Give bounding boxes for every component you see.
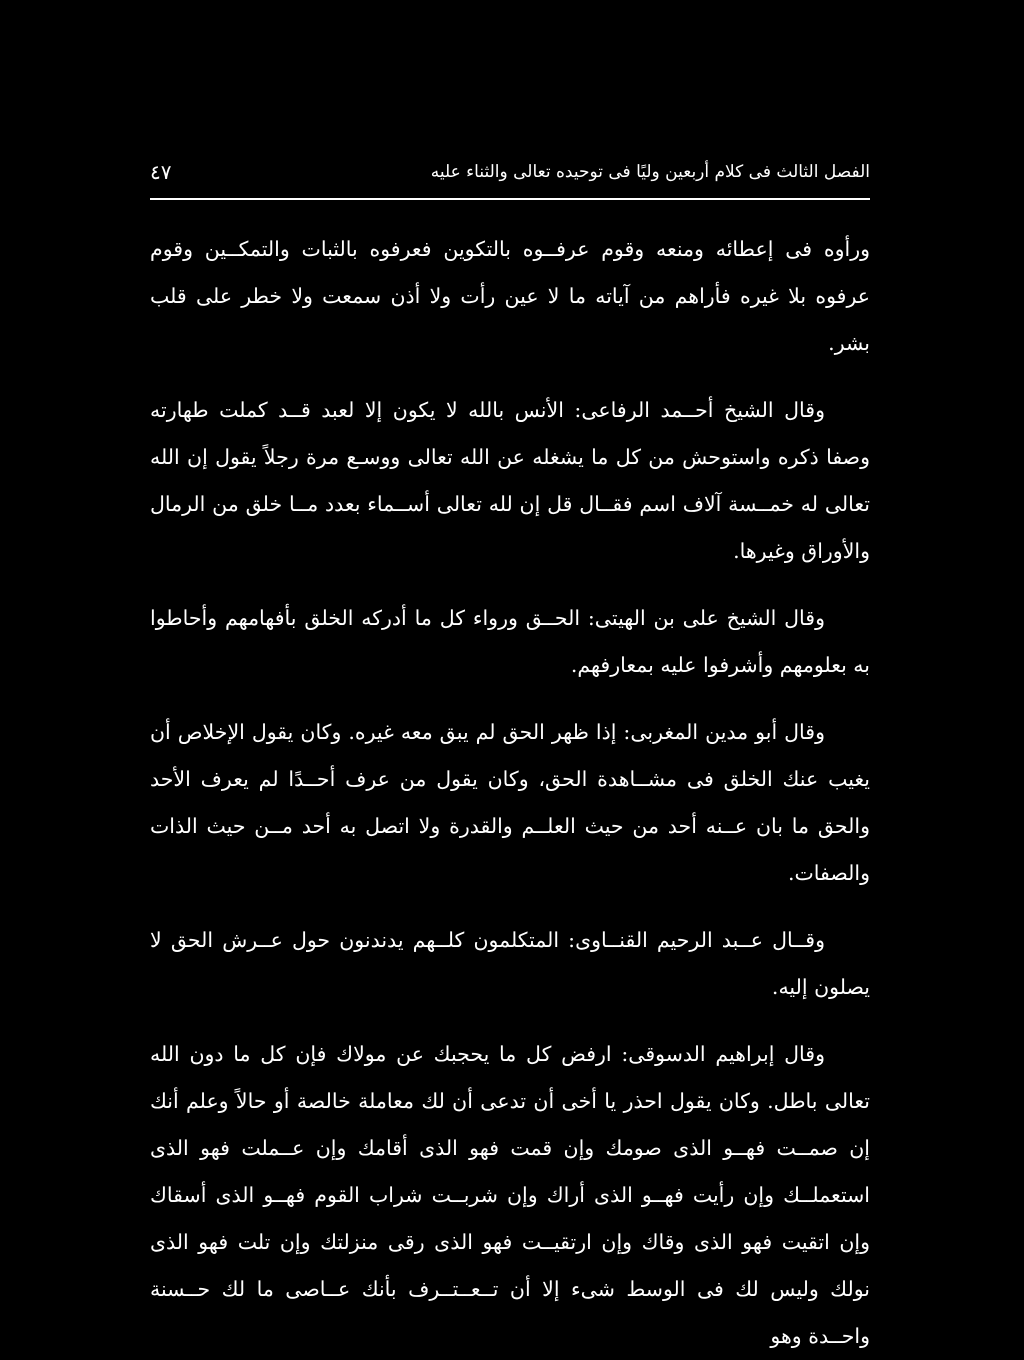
text-body [150,226,870,1360]
paragraph: وقال أبو مدين المغربى: إذا ظهر الحق لم يبق معه غيره. وكان يقول الإخلاص أن يغيب عنك الخلق فى مشــاهدة الحق، وكان يقول من عرف أحــدًا لم يعرف الأحد والحق ما بان عــنه أحد من حيث العلــم والقدرة ولا اتصل به أحد مــن حيث الذات والصفات. [150,720,870,885]
header-title: الفصل الثالث فى كلام أربعين وليًا فى توحيده تعالى والثناء عليه [430,162,870,182]
paragraph: وقال الشيخ على بن الهيتى: الحــق ورواء كل ما أدركه الخلق بأفهامهم وأحاطوا به بعلومهم وأشرفوا عليه بمعارفهم. [150,606,870,677]
paragraph: وقال إبراهيم الدسوقى: ارفض كل ما يحجبك عن مولاك فإن كل ما دون الله تعالى باطل. وكان يقول احذر يا أخى أن تدعى أن لك معاملة خالصة أو حالاً وعلم أنك إن صمــت فهــو الذى صومك وإن قمت فهو الذى أقامك وإن عــملت فهو الذى استعملــك وإن رأيت فهــو الذى أراك وإن شربــت شراب القوم فهــو الذى أسقاك وإن اتقيت فهو الذى وقاك وإن ارتقيــت فهو الذى رقى منزلتك وإن تلت فهو الذى نولك وليس لك فى الوسط شىء إلا أن تــعــتــرف بأنك عــاصى ما لك حــسنة واحــدة وهو [150,1042,870,1348]
paragraph: وقال الشيخ أحــمد الرفاعى: الأنس بالله لا يكون إلا لعبد قــد كملت طهارته وصفا ذكره واستوحش من كل ما يشغله عن الله تعالى ووسـع مرة رجلاً يقول إن الله تعالى له خمــسة آلاف اسم فقــال قل إن لله تعالى أســماء بعدد مــا خلق من الرمال والأوراق وغيرها. [150,398,871,563]
running-header [150,160,870,190]
paragraph: وقــال عــبد الرحيم القنــاوى: المتكلمون كلــهم يدندنون حول عــرش الحق لا يصلون إليه. [150,928,870,999]
header-divider [150,198,870,200]
paragraph: ورأوه فى إعطائه ومنعه وقوم عرفــوه بالتكوين فعرفوه بالثبات والتمكــين وقوم عرفوه بلا غيره فأراهم من آياته ما لا عين رأت ولا أذن سمعت ولا خطر على قلب بشر. [150,237,870,355]
page-number: ٤٧ [150,160,172,184]
